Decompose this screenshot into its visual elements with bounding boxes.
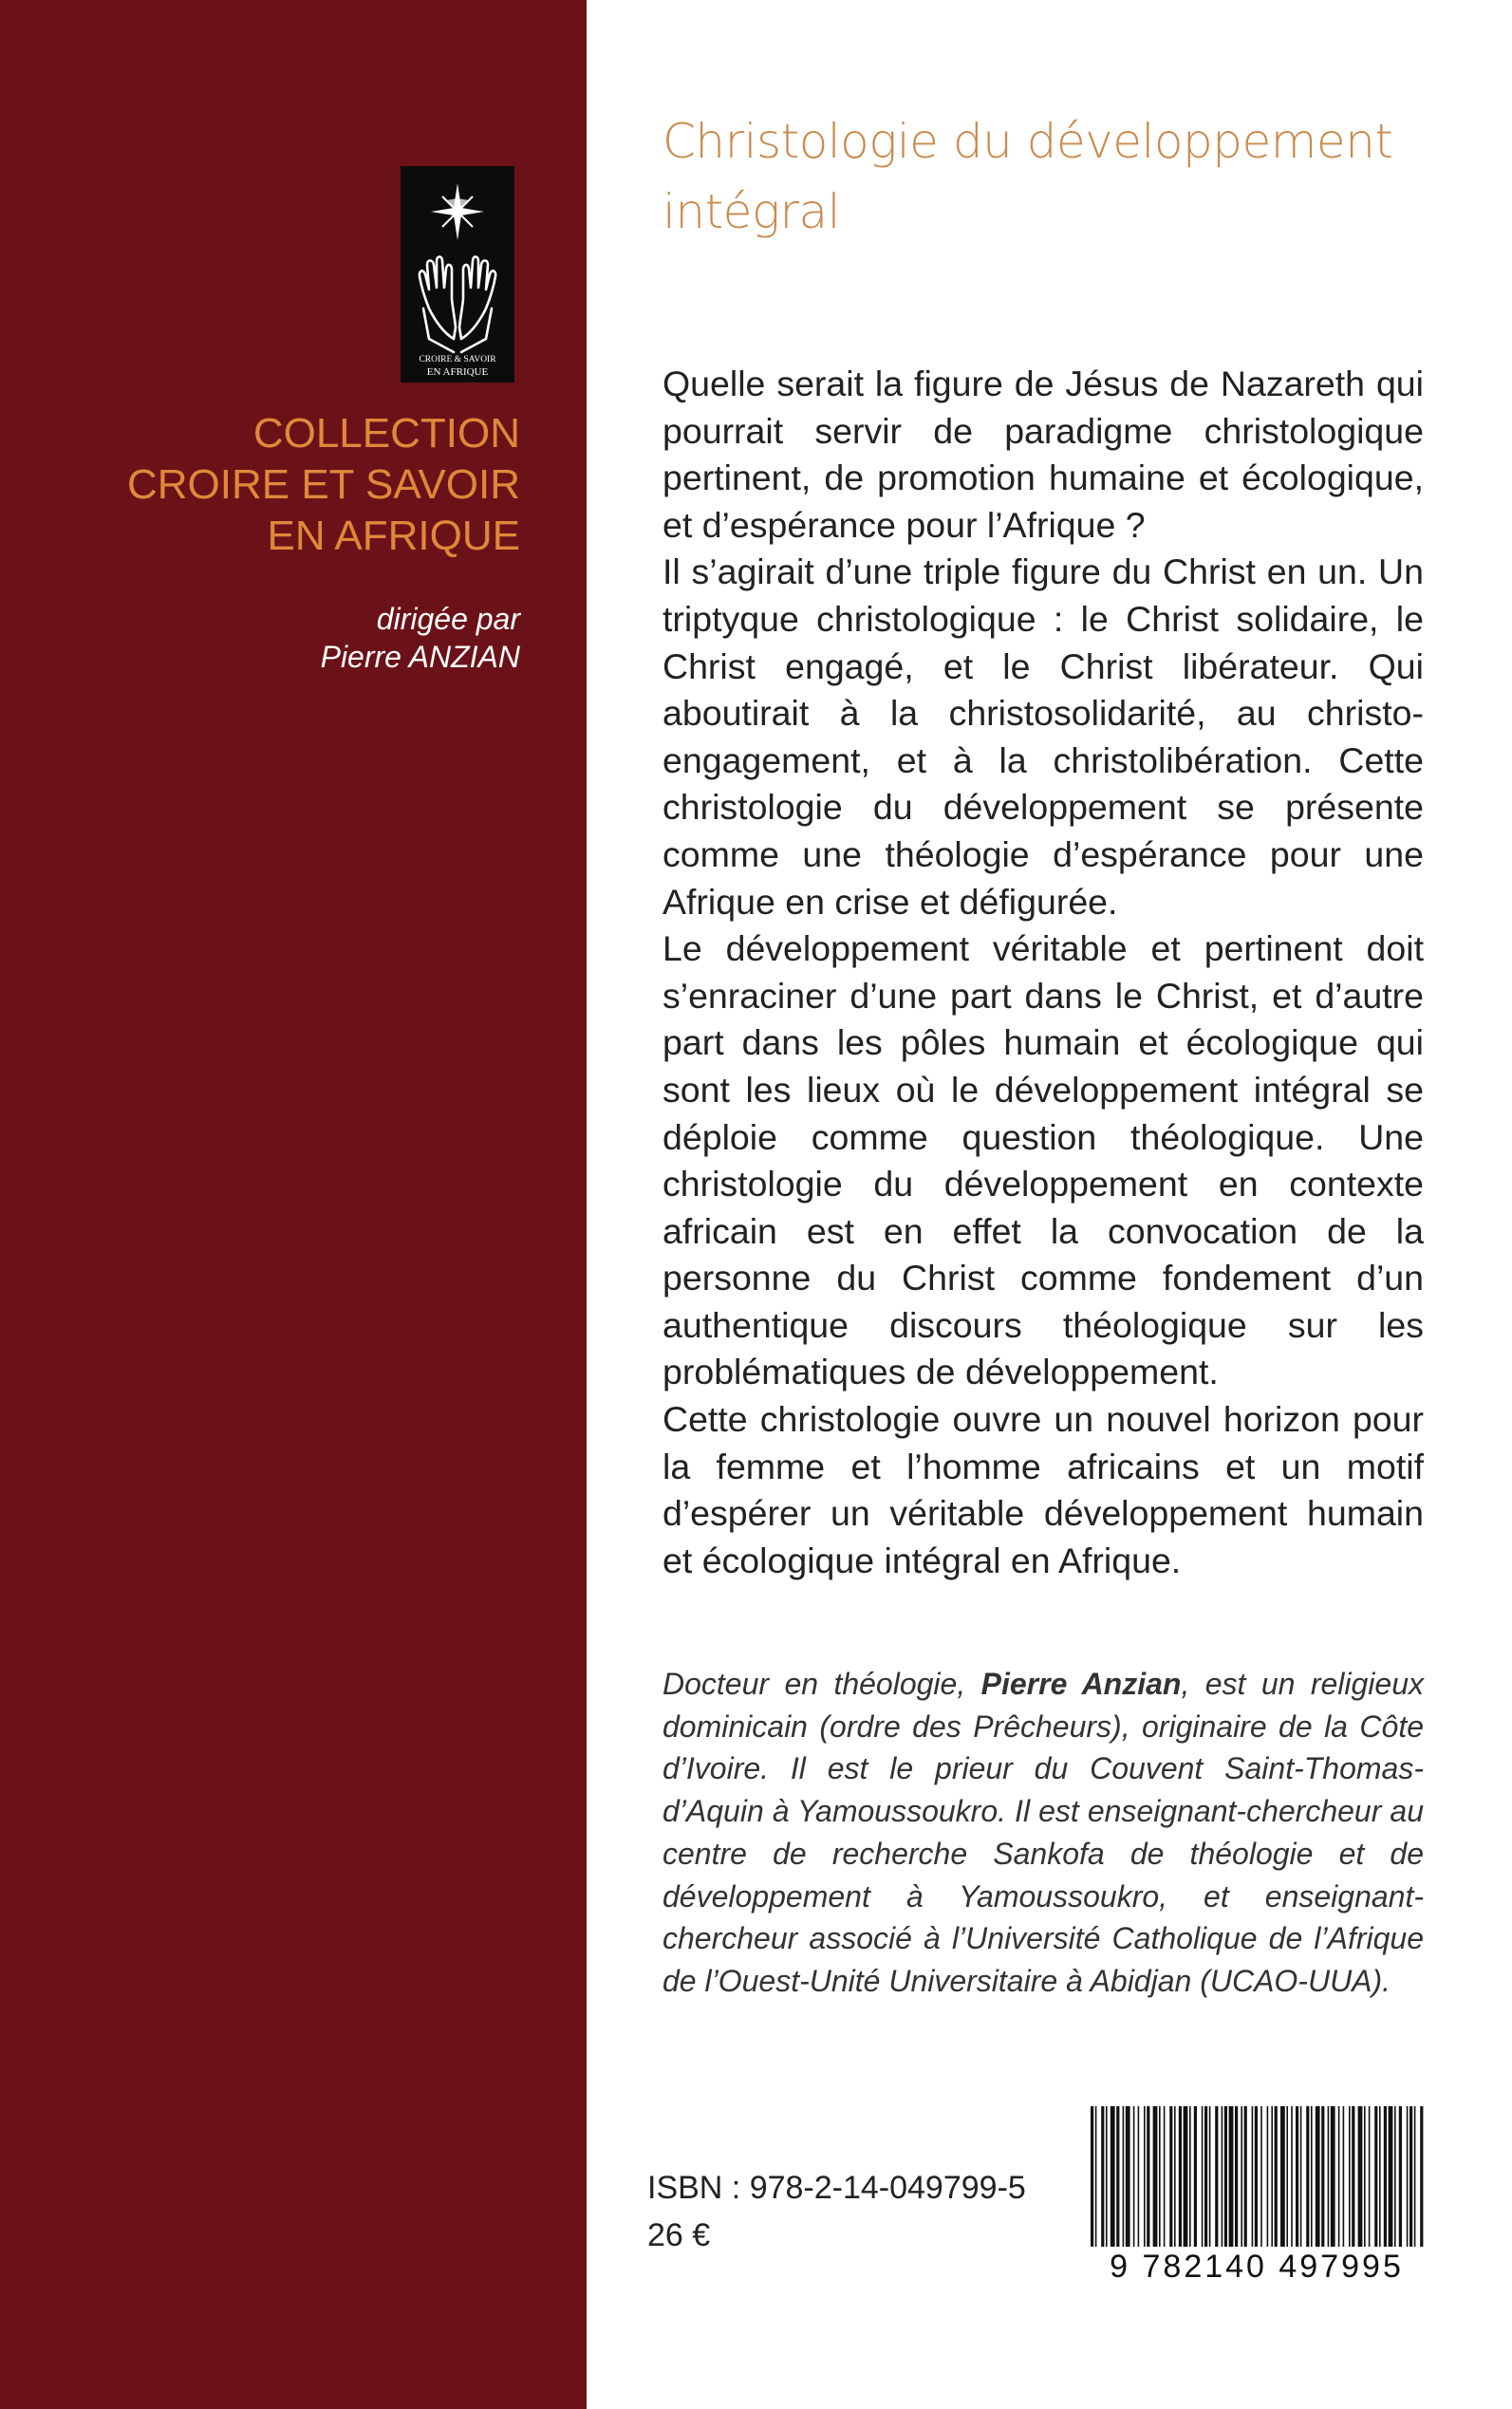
collection-title-line: CROIRE ET SAVOIR [126, 461, 520, 508]
book-title [663, 106, 1441, 247]
blurb-paragraph: Il s’agirait d’une triple figure du Christ en un. Un triptyque christologique : le Christ solidaire, le Christ engagé, et le Christ libérateur. Qui aboutirait à la christosolidarité, au christo-engagement, et à la christolibération. Cette christologie du développement se présente comme une théologie d’espérance pour une Afrique en crise et défigurée. [663, 551, 1424, 922]
blurb-paragraph: Quelle serait la figure de Jésus de Nazareth qui pourrait servir de paradigme christologique pertinent, de promotion humaine et écologique, et d’espérance pour l’Afrique ? [663, 364, 1424, 545]
blurb-paragraph: Le développement véritable et pertinent doit s’enraciner d’une part dans le Christ, et d’autre part dans les pôles humain et écologique qui sont les lieux où le développement intégral se déploie comme question théologique. Une christologie du développement en contexte africain est en effet la convocation de la personne du Christ comme fondement d’un authentique discours théologique sur les problématiques de développement. [663, 928, 1424, 1392]
barcode-bar [1138, 2106, 1140, 2247]
barcode-bar [1215, 2106, 1218, 2247]
barcode-bar [1379, 2106, 1381, 2247]
collection-title-line: EN AFRIQUE [267, 513, 520, 559]
collection-title [55, 408, 587, 562]
barcode-bar [1133, 2106, 1135, 2247]
barcode-bar [1111, 2106, 1115, 2247]
barcode-bar [1209, 2106, 1211, 2247]
barcode-bar [1349, 2106, 1351, 2247]
barcode-bar [1358, 2106, 1363, 2247]
barcode-bar [1144, 2106, 1146, 2247]
barcode-bar [1106, 2106, 1108, 2247]
barcode-bar [1194, 2106, 1197, 2247]
barcode-bar [1164, 2106, 1166, 2247]
barcode-bar [1241, 2106, 1242, 2247]
barcode-bar [1204, 2106, 1207, 2247]
barcode-bar [1306, 2106, 1309, 2247]
barcode-bar [1267, 2106, 1269, 2247]
barcode-bar [1407, 2106, 1409, 2247]
star-hands-icon [401, 166, 514, 383]
barcode-bar [1296, 2106, 1298, 2247]
blurb-paragraph: Cette christologie ouvre un nouvel horizon pour la femme et l’homme africains et un motif d’espérer un véritable développement humain et écologique intégral en Afrique. [663, 1399, 1424, 1580]
barcode-bar [1352, 2106, 1354, 2247]
directed-by-label: dirigée par [376, 602, 520, 636]
barcode-bar [1202, 2106, 1204, 2247]
collection-logo [401, 166, 514, 383]
barcode-bar [1364, 2106, 1366, 2247]
barcode-bar [1126, 2106, 1130, 2247]
barcode-icon [1085, 2102, 1428, 2283]
collection-title-line: COLLECTION [252, 410, 520, 457]
book-title-line1: Christologie du développement [663, 114, 1393, 169]
book-title-line2: intégral [663, 184, 841, 239]
barcode-bar [1255, 2106, 1258, 2247]
barcode-bar [1409, 2106, 1412, 2247]
isbn: ISBN : 978-2-14-049799-5 [647, 2170, 1026, 2206]
barcode-bar [1244, 2106, 1247, 2247]
barcode-bar [1338, 2106, 1340, 2247]
barcode-bar [1389, 2106, 1393, 2247]
logo-caption-line1: CROIRE & SAVOIR [419, 355, 496, 364]
barcode-bar [1179, 2106, 1182, 2247]
logo-caption-line2: EN AFRIQUE [426, 366, 489, 378]
barcode-bar [1169, 2106, 1172, 2247]
barcode-bar [1343, 2106, 1345, 2247]
barcode-bar [1271, 2106, 1273, 2247]
barcode-bar [1331, 2106, 1335, 2247]
barcode-bar [1394, 2106, 1396, 2247]
bio-prefix: Docteur en théologie, [663, 1667, 981, 1701]
barcode-bar [1280, 2106, 1285, 2247]
barcode-bar [1235, 2106, 1238, 2247]
barcode-bar [1147, 2106, 1149, 2247]
barcode-bar [1101, 2106, 1104, 2247]
barcode-bar [1189, 2106, 1191, 2247]
barcode-bar [1222, 2106, 1223, 2247]
barcode-bar [1291, 2106, 1293, 2247]
barcode-bar [1091, 2106, 1093, 2247]
author-bio [663, 1663, 1424, 2003]
bio-text: , est un religieux dominicain (ordre des Prêcheurs), originaire de la Côte d’Ivoire. Il est le prieur du Couvent Saint-Thomas-d’Aquin à Yamoussoukro. Il est enseignant-chercheur au centre de recherche Sankofa de théologie et de développement à Yamoussoukro, et enseignant-chercheur associé à l’Université Catholique de l’Afrique de l’Ouest-Unité Universitaire à Abidjan (UCAO-UUA). [663, 1667, 1425, 1998]
barcode-bar [1260, 2106, 1262, 2247]
barcode-bar [1275, 2106, 1278, 2247]
author-name: Pierre Anzian [980, 1667, 1182, 1701]
barcode-bar [1116, 2106, 1119, 2247]
barcode-digits: 9 782140 497995 [1110, 2249, 1404, 2283]
barcode-bar [1420, 2106, 1423, 2247]
left-panel [0, 0, 587, 2409]
barcode-bar [1316, 2106, 1320, 2247]
barcode-bar [1184, 2106, 1188, 2247]
collection-director [55, 600, 587, 676]
barcode-bar [1399, 2106, 1402, 2247]
barcode-bar [1321, 2106, 1324, 2247]
barcode-bar [1414, 2106, 1416, 2247]
director-name: Pierre ANZIAN [320, 640, 520, 674]
barcode-bar [1384, 2106, 1387, 2247]
blurb [663, 361, 1424, 1584]
barcode-bar [1252, 2106, 1254, 2247]
barcode-bar [1229, 2106, 1234, 2247]
barcode-bar [1328, 2106, 1330, 2247]
barcode-bar [1159, 2106, 1161, 2247]
barcode-bar [1369, 2106, 1371, 2247]
barcode-bar [1311, 2106, 1313, 2247]
barcode-bar [1095, 2106, 1097, 2247]
barcode-bar [1153, 2106, 1158, 2247]
barcode-bar [1174, 2106, 1176, 2247]
barcode-bar [1300, 2106, 1302, 2247]
barcode-bar [1224, 2106, 1227, 2247]
barcode-bar [1374, 2106, 1377, 2247]
barcode-bar [1286, 2106, 1288, 2247]
price: 26 € [647, 2217, 711, 2253]
barcode-bar [1123, 2106, 1125, 2247]
